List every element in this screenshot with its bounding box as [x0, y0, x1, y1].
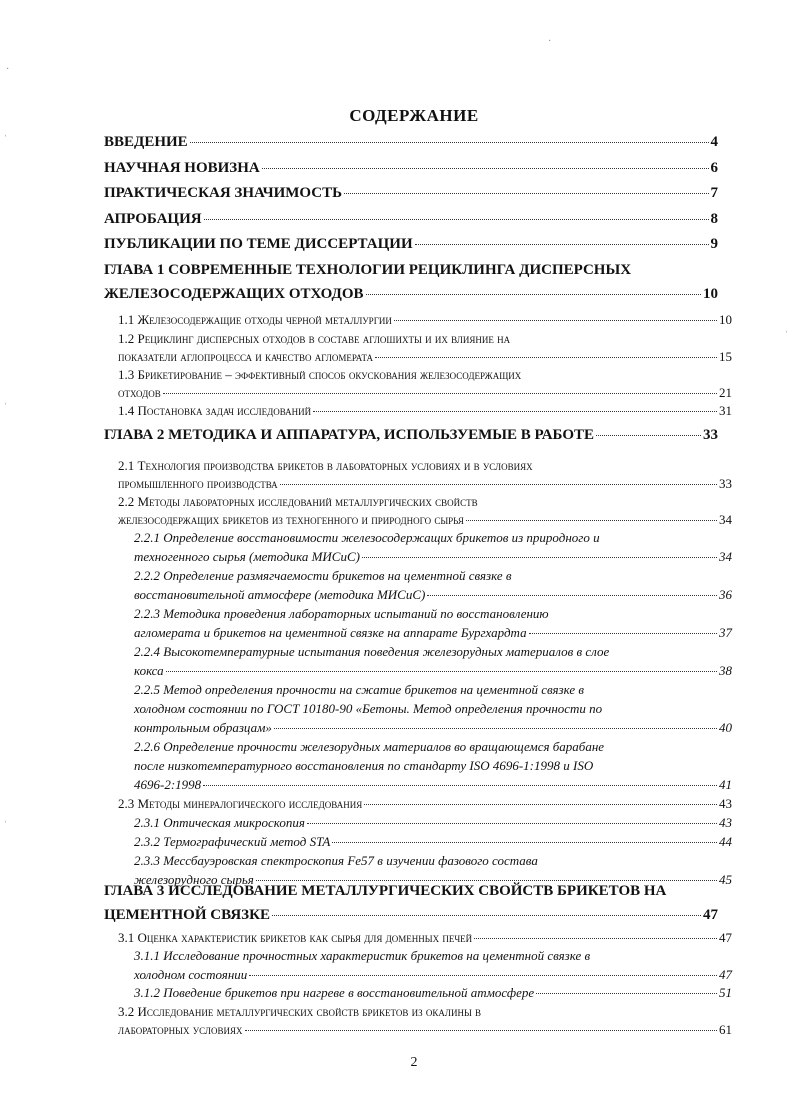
toc-page-number: 47: [703, 907, 718, 923]
dot-leader: [274, 728, 717, 729]
scan-speck: ˈ: [4, 820, 8, 831]
dot-leader: [466, 520, 717, 521]
toc-entry-title: 2.1 Технология производства брикетов в лабораторных условиях и в условиях: [118, 458, 533, 473]
toc-entry-title: ПУБЛИКАЦИИ ПО ТЕМЕ ДИССЕРТАЦИИ: [104, 236, 413, 252]
toc-entry-1-1[interactable]: [118, 312, 732, 330]
toc-page-number: 44: [719, 834, 732, 849]
toc-entry-title: 2.2.1 Определение восстановимости железосодержащих брикетов из природного и: [134, 530, 600, 545]
dot-leader: [536, 993, 717, 994]
toc-entry-approbation[interactable]: [104, 211, 718, 235]
toc-entry-3-1[interactable]: [118, 930, 732, 948]
toc-entry-title-cont: кокса: [134, 663, 164, 678]
toc-entry-title-cont: ЖЕЛЕЗОСОДЕРЖАЩИХ ОТХОДОВ: [104, 286, 364, 302]
toc-page-number: 38: [719, 663, 732, 678]
toc-entry-title: 1.4 Постановка задач исследований: [118, 403, 312, 418]
dot-leader: [204, 219, 709, 220]
toc-page-number: 8: [710, 211, 718, 227]
toc-entry-title-cont: отходов: [118, 385, 161, 400]
toc-entry-2-2-5[interactable]: [134, 682, 732, 739]
toc-entry-title: 1.2 Рециклинг дисперсных отходов в составе аглошихты и их влияние на: [118, 331, 511, 346]
toc-page-number: 36: [719, 587, 732, 602]
toc-entry-title: 2.3 Методы минералогического исследования: [118, 796, 363, 811]
toc-entry-2-2-3[interactable]: [134, 606, 732, 644]
toc-entry-2-2-4[interactable]: [134, 644, 732, 682]
toc-page-number: 31: [719, 403, 732, 418]
scan-speck: ˈ: [4, 402, 8, 413]
toc-entry-title-cont: 4696-2:1998: [134, 777, 202, 792]
toc-entry-title-cont: железорудного сырья: [134, 872, 254, 887]
dot-leader: [272, 915, 701, 916]
toc-entry-2-3[interactable]: [118, 796, 732, 814]
toc-entry-1-2[interactable]: [118, 331, 732, 367]
toc-page-number: 41: [719, 777, 732, 792]
toc-page-number: 7: [710, 185, 718, 201]
toc-entry-1-3[interactable]: [118, 367, 732, 403]
toc-page-number: 33: [703, 427, 718, 443]
dot-leader: [245, 1030, 717, 1031]
dot-leader: [529, 633, 717, 634]
dot-leader: [474, 938, 717, 939]
toc-entry-title-cont: промышленного производства: [118, 476, 278, 491]
toc-entry-2-3-1[interactable]: [134, 815, 732, 834]
dot-leader: [366, 294, 701, 295]
toc-entry-chapter-2[interactable]: [104, 427, 718, 451]
toc-entry-title: 2.2.2 Определение размягчаемости брикетов на цементной связке в: [134, 568, 512, 583]
toc-entry-3-1-2[interactable]: [134, 985, 732, 1004]
toc-entry-introduction[interactable]: [104, 134, 718, 158]
dot-leader: [427, 595, 717, 596]
dot-leader: [313, 411, 717, 412]
toc-entry-title: 2.2.4 Высокотемпературные испытания поведения железорудных материалов в слое: [134, 644, 610, 659]
dot-leader: [596, 435, 701, 436]
toc-page-number: 21: [719, 385, 732, 400]
toc-entry-title-cont: техногенного сырья (методика МИСиС): [134, 549, 360, 564]
toc-page-number: 47: [719, 930, 732, 945]
toc-page-number: 34: [719, 549, 732, 564]
toc-page-number: 10: [719, 312, 732, 327]
toc-entry-title: 2.3.2 Термографический метод STA: [134, 834, 331, 849]
dot-leader: [394, 320, 717, 321]
toc-entry-2-3-2[interactable]: [134, 834, 732, 853]
toc-page-number: 40: [719, 720, 732, 735]
toc-entry-title: 3.2 Исследование металлургических свойств брикетов из окалины в: [118, 1004, 482, 1019]
toc-entry-2-2-1[interactable]: [134, 530, 732, 568]
toc-entry-title: 2.2.3 Методика проведения лабораторных испытаний по восстановлению: [134, 606, 549, 621]
toc-entry-3-2[interactable]: [118, 1004, 732, 1040]
toc-page-number: 37: [719, 625, 732, 640]
toc-page-number: 9: [710, 236, 718, 252]
toc-entry-title: 2.3.1 Оптическая микроскопия: [134, 815, 305, 830]
toc-entry-title: 3.1 Оценка характеристик брикетов как сырья для доменных печей: [118, 930, 473, 945]
toc-entry-2-1[interactable]: [118, 458, 732, 494]
dot-leader: [203, 785, 717, 786]
toc-entry-1-4[interactable]: [118, 403, 732, 421]
dot-leader: [262, 168, 709, 169]
dot-leader: [307, 823, 717, 824]
scan-speck: ˈ: [785, 330, 789, 341]
toc-entry-2-2[interactable]: [118, 494, 732, 530]
toc-entry-title: ГЛАВА 1 СОВРЕМЕННЫЕ ТЕХНОЛОГИИ РЕЦИКЛИНГА ДИСПЕРСНЫХ: [104, 262, 632, 278]
toc-page-number: 61: [719, 1022, 732, 1037]
toc-entry-title: ГЛАВА 3 ИССЛЕДОВАНИЕ МЕТАЛЛУРГИЧЕСКИХ СВОЙСТВ БРИКЕТОВ НА: [104, 883, 667, 899]
toc-entry-significance[interactable]: [104, 185, 718, 209]
dot-leader: [190, 142, 709, 143]
dot-leader: [166, 671, 717, 672]
toc-entry-title-cont: агломерата и брикетов на цементной связке на аппарате Бургхардта: [134, 625, 527, 640]
toc-entry-title-cont: ЦЕМЕНТНОЙ СВЯЗКЕ: [104, 907, 270, 923]
toc-entry-title: НАУЧНАЯ НОВИЗНА: [104, 160, 260, 176]
page-number: 2: [410, 1055, 418, 1070]
toc-entry-title: 2.2 Методы лабораторных исследований металлургических свойств: [118, 494, 478, 509]
page-title: СОДЕРЖАНИЕ: [349, 106, 479, 125]
dot-leader: [344, 193, 708, 194]
dot-leader: [364, 804, 717, 805]
toc-entry-title: ВВЕДЕНИЕ: [104, 134, 188, 150]
toc-entry-title: АПРОБАЦИЯ: [104, 211, 202, 227]
toc-entry-title-cont: холодном состоянии по ГОСТ 10180-90 «Бетоны. Метод определения прочности по: [134, 701, 603, 716]
toc-entry-2-2-2[interactable]: [134, 568, 732, 606]
toc-entry-title: 1.3 Брикетирование – эффективный способ окускования железосодержащих: [118, 367, 522, 382]
toc-page-number: 43: [719, 796, 732, 811]
toc-entry-chapter-3[interactable]: [104, 883, 718, 931]
dot-leader: [256, 880, 717, 881]
toc-entry-title: ПРАКТИЧЕСКАЯ ЗНАЧИМОСТЬ: [104, 185, 343, 201]
dot-leader: [375, 357, 717, 358]
toc-entry-title-cont: контрольным образцам»: [134, 720, 272, 735]
toc-entry-title: ГЛАВА 2 МЕТОДИКА И АППАРАТУРА, ИСПОЛЬЗУЕМЫЕ В РАБОТЕ: [104, 427, 595, 443]
toc-page-number: 43: [719, 815, 732, 830]
dot-leader: [163, 393, 717, 394]
dot-leader: [280, 484, 717, 485]
dot-leader: [362, 557, 717, 558]
toc-entry-title-cont: лабораторных условиях: [118, 1022, 243, 1037]
scan-speck: ·: [6, 64, 10, 75]
dot-leader: [332, 842, 717, 843]
toc-entry-title-cont: холодном состоянии: [134, 967, 248, 982]
toc-entry-3-1-1[interactable]: [134, 948, 732, 986]
toc-entry-title: 2.3.3 Мессбауэровская спектроскопия Fe57 в изучении фазового состава: [134, 853, 538, 868]
dot-leader: [415, 244, 709, 245]
toc-entry-title: 1.1 Железосодержащие отходы черной металлургии: [118, 312, 392, 327]
toc-entry-title: 3.1.1 Исследование прочностных характеристик брикетов на цементной связке в: [134, 948, 591, 963]
toc-entry-title-cont: железосодержащих брикетов из техногенного и природного сырья: [118, 512, 464, 527]
scan-speck: ·: [548, 36, 552, 47]
toc-entry-publications[interactable]: [104, 236, 718, 260]
toc-entry-title: 3.1.2 Поведение брикетов при нагреве в восстановительной атмосфере: [134, 985, 535, 1000]
toc-page-number: 33: [719, 476, 732, 491]
toc-page-number: 47: [719, 967, 732, 982]
toc-entry-title-cont: показатели аглопроцесса и качество агломерата: [118, 349, 373, 364]
toc-entry-novelty[interactable]: [104, 160, 718, 184]
scan-speck: ˈ: [4, 134, 8, 145]
toc-entry-title-cont: после низкотемпературного восстановления по стандарту ISO 4696-1:1998 и ISO: [134, 758, 594, 773]
toc-entry-title: 2.2.5 Метод определения прочности на сжатие брикетов на цементной связке в: [134, 682, 585, 697]
toc-entry-title-cont: восстановительной атмосфере (методика МИСиС): [134, 587, 426, 602]
toc-page-number: 10: [703, 286, 718, 302]
toc-page-number: 4: [710, 134, 718, 150]
toc-page-number: 45: [719, 872, 732, 887]
toc-page-number: 34: [719, 512, 732, 527]
toc-entry-2-2-6[interactable]: [134, 739, 732, 796]
toc-entry-chapter-1[interactable]: [104, 262, 718, 310]
dot-leader: [249, 975, 717, 976]
toc-page-number: 15: [719, 349, 732, 364]
toc-entry-title: 2.2.6 Определение прочности железорудных материалов во вращающемся барабане: [134, 739, 605, 754]
toc-page-number: 6: [710, 160, 718, 176]
toc-page-number: 51: [719, 985, 732, 1000]
